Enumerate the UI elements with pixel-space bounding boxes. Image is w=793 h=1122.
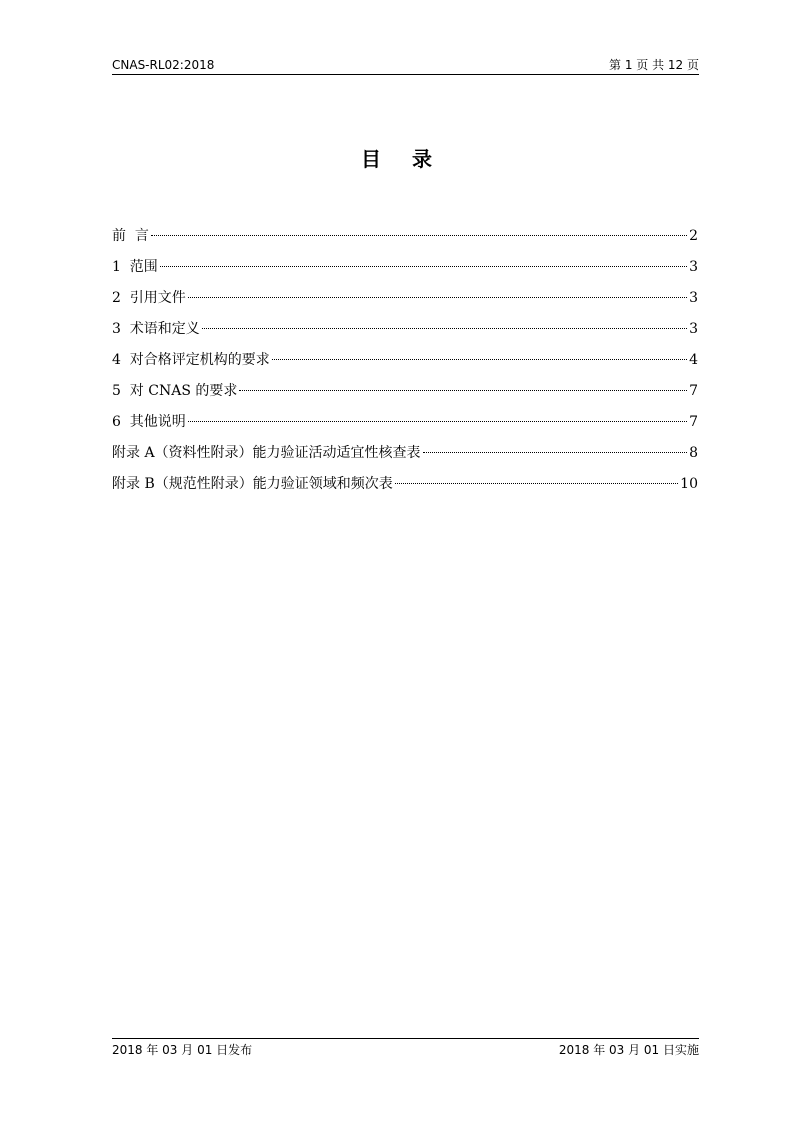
effective-date: 2018 年 03 月 01 日实施 xyxy=(558,1043,699,1057)
toc-entry-appendix-b[interactable] xyxy=(112,472,698,503)
toc-entry-label: 5 对 CNAS 的要求 xyxy=(112,383,238,399)
toc-entry-label: 4 对合格评定机构的要求 xyxy=(112,352,270,368)
page-title: 目 录 xyxy=(361,147,444,171)
header-divider xyxy=(112,74,699,75)
toc-entry-cnas-requirements[interactable] xyxy=(112,379,698,410)
dot-leader xyxy=(188,420,687,422)
issue-date: 2018 年 03 月 01 日发布 xyxy=(112,1043,253,1057)
page-footer xyxy=(112,1041,699,1058)
toc-page-number: 10 xyxy=(680,476,698,492)
table-of-contents xyxy=(112,224,698,503)
dot-leader xyxy=(423,451,688,453)
document-code: CNAS-RL02:2018 xyxy=(112,57,215,72)
toc-entry-foreword[interactable] xyxy=(112,224,698,255)
toc-entry-label: 2 引用文件 xyxy=(112,290,186,306)
toc-entry-appendix-a[interactable] xyxy=(112,441,698,472)
toc-entry-scope[interactable] xyxy=(112,255,698,286)
toc-entry-label: 前 言 xyxy=(112,228,149,244)
page-number-info: 第 1 页 共 12 页 xyxy=(609,58,699,72)
toc-entry-label: 3 术语和定义 xyxy=(112,321,200,337)
dot-leader xyxy=(272,358,687,360)
toc-entry-label: 6 其他说明 xyxy=(112,414,186,430)
dot-leader xyxy=(395,482,678,484)
toc-entry-label: 附录 A（资料性附录）能力验证活动适宜性核查表 xyxy=(112,445,421,461)
page-header xyxy=(112,55,699,74)
toc-page-number: 3 xyxy=(689,259,698,275)
toc-page-number: 2 xyxy=(689,228,698,244)
toc-page-number: 7 xyxy=(689,383,698,399)
dot-leader xyxy=(160,265,687,267)
toc-page-number: 3 xyxy=(689,321,698,337)
toc-page-number: 8 xyxy=(689,445,698,461)
dot-leader xyxy=(239,389,687,391)
dot-leader xyxy=(202,327,687,329)
dot-leader xyxy=(188,296,687,298)
toc-entry-references[interactable] xyxy=(112,286,698,317)
toc-entry-terms[interactable] xyxy=(112,317,698,348)
dot-leader xyxy=(151,234,687,236)
toc-entry-label: 1 范围 xyxy=(112,259,158,275)
toc-entry-other-notes[interactable] xyxy=(112,410,698,441)
toc-page-number: 7 xyxy=(689,414,698,430)
toc-entry-cab-requirements[interactable] xyxy=(112,348,698,379)
toc-entry-label: 附录 B（规范性附录）能力验证领域和频次表 xyxy=(112,476,393,492)
toc-page-number: 4 xyxy=(689,352,698,368)
footer-divider xyxy=(112,1038,699,1039)
toc-page-number: 3 xyxy=(689,290,698,306)
